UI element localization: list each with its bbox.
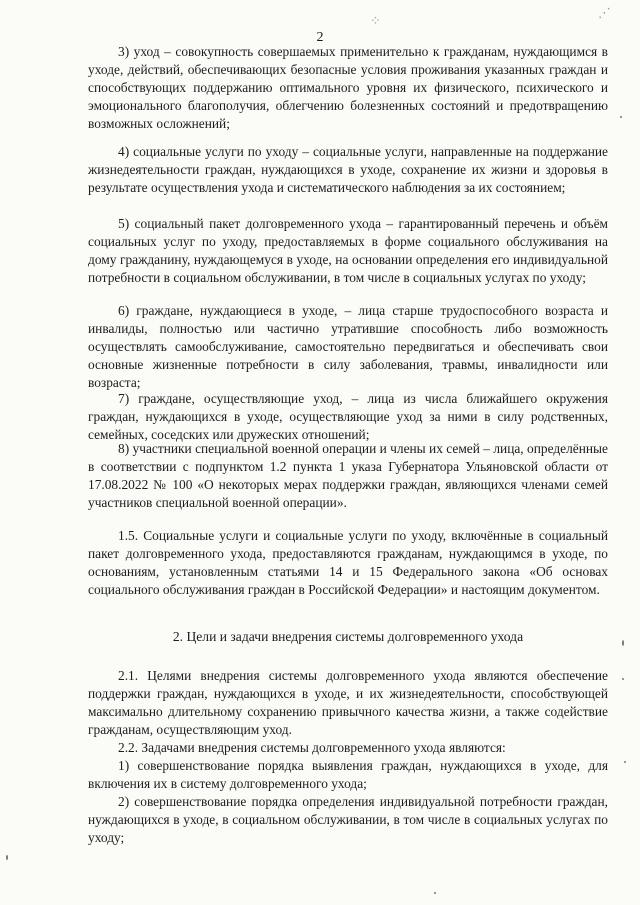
- scan-speck: [434, 892, 436, 894]
- scan-speck: [6, 855, 8, 860]
- paragraph-definition-6: 6) граждане, нуждающиеся в уходе, – лица старше трудоспособного возраста и инвалиды, полностью или частично утратившие способность либо возможность осуществлять самообслуживание, самостоятельно передвигаться и обеспечивать свои основные жизненные потребности в силу заболевания, травмы, инвалидности или возраста;: [88, 303, 608, 391]
- section-heading: 2. Цели и задачи внедрения системы долговременного ухода: [172, 629, 524, 644]
- paragraph-definition-4: 4) социальные услуги по уходу – социальные услуги, направленные на поддержание жизнедеятельности граждан, нуждающихся в уходе, сохранение их жизни и здоровья в результате осуществления ухода и систематического наблюдения за их состоянием;: [88, 144, 608, 196]
- scan-speck: [622, 640, 624, 646]
- scan-speck: [620, 116, 622, 118]
- paragraph-2-2: 2.2. Задачами внедрения системы долговременного ухода являются:: [118, 740, 506, 755]
- paragraph-task-2: 2) совершенствование порядка определения индивидуальной потребности граждан, нуждающихся в уходе, в социальном обслуживании, в том числе в социальных услугах по уходу;: [88, 794, 608, 846]
- paragraph-definition-5: 5) социальный пакет долговременного ухода – гарантированный перечень и объём социальных услуг по уходу, предоставляемых в форме социального обслуживания на дому гражданину, нуждающемуся в уходе, на основании определения его индивидуальной потребности в социальном обслуживании, в том числе в социальных услугах по уходу;: [88, 216, 608, 286]
- paragraph-2-1: 2.1. Целями внедрения системы долговременного ухода являются обеспечение поддержки граждан, нуждающихся в уходе, и их жизнедеятельности, способствующей максимально длительному сохранению привычного качества жизни, а также содействие гражданам, осуществляющим уход.: [88, 668, 608, 738]
- scan-mark: ⋰: [598, 6, 611, 21]
- scan-speck: [622, 678, 624, 680]
- page-number: 2: [316, 30, 324, 45]
- paragraph-definition-8: 8) участники специальной военной операции и члены их семей – лица, определённые в соответствии с подпунктом 1.2 пункта 1 указа Губернатора Ульяновской области от 17.08.2022 № 100 «О некоторых мерах поддержки граждан, являющихся членами семей участников специальной военной операции».: [88, 441, 608, 511]
- paragraph-definition-3: 3) уход – совокупность совершаемых применительно к гражданам, нуждающимся в уходе, действий, обеспечивающих безопасные условия проживания указанных граждан и способствующих поддержанию оптимального уровня их физического, психического и эмоционального благополучия, облегчению болезненных состояний и предотвращению возможных осложнений;: [88, 44, 608, 132]
- paragraph-1-5: 1.5. Социальные услуги и социальные услуги по уходу, включённые в социальный пакет долговременного ухода, предоставляются гражданам, нуждающимся в уходе, по основаниям, установленным статьями 14 и 15 Федерального закона «Об основах социального обслуживания граждан в Российской Федерации» и настоящим документом.: [88, 528, 608, 598]
- scan-mark: ⁘: [370, 14, 381, 29]
- scan-speck: [624, 761, 626, 763]
- paragraph-definition-7: 7) граждане, осуществляющие уход, – лица из числа ближайшего окружения граждан, нуждающихся в уходе, осуществляющие уход за ними в силу родственных, семейных, соседских или дружеских отношений;: [88, 391, 608, 443]
- paragraph-task-1: 1) совершенствование порядка выявления граждан, нуждающихся в уходе, для включения их в систему долговременного ухода;: [88, 758, 608, 792]
